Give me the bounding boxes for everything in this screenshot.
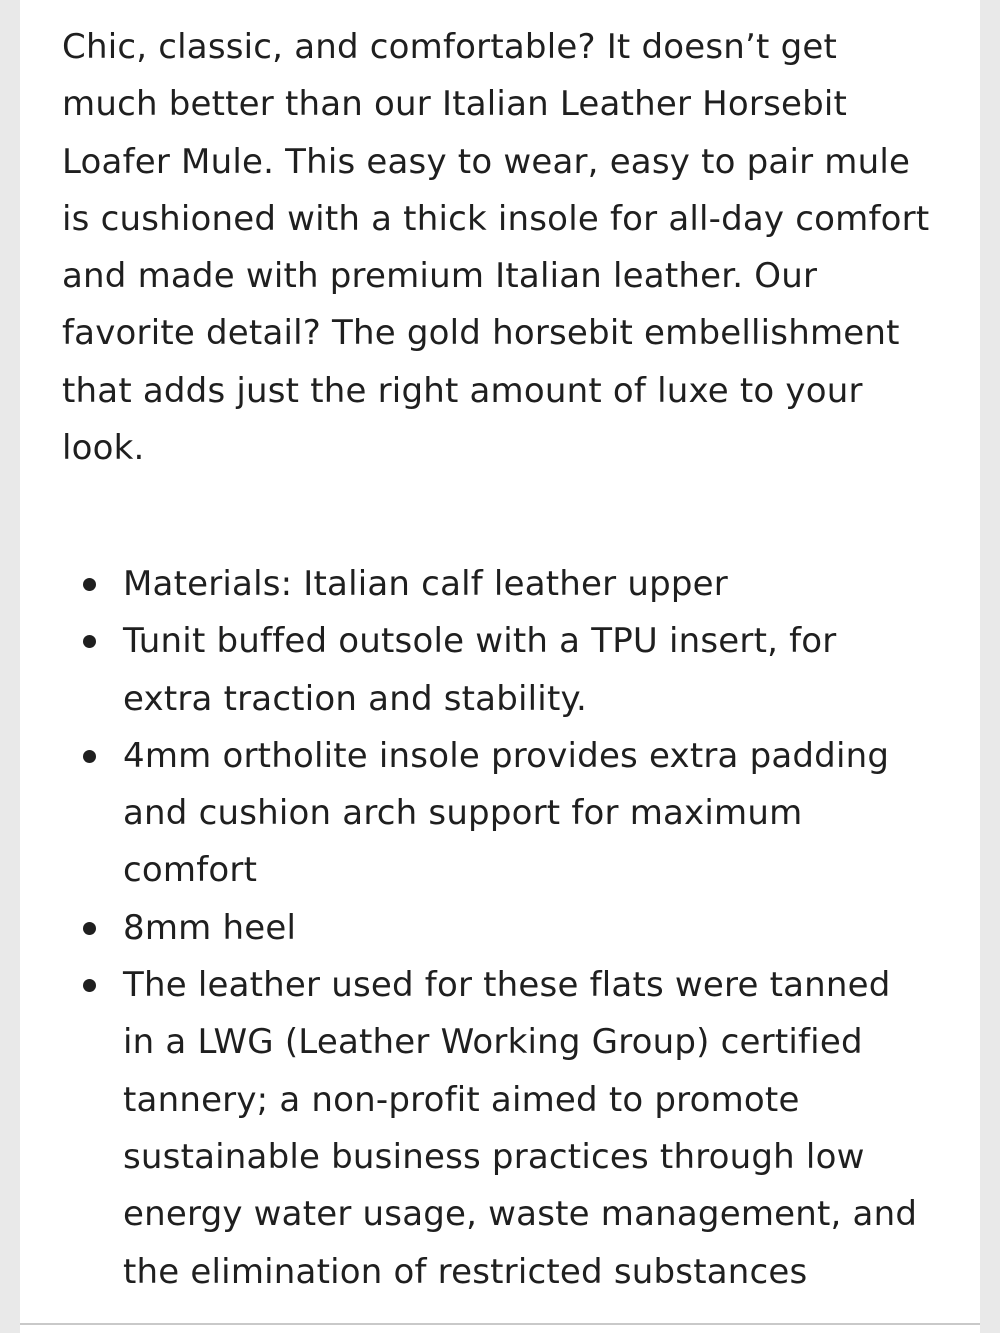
bullet-icon — [83, 979, 96, 992]
feature-list-item — [20, 556, 960, 613]
feature-list-item — [20, 957, 960, 1301]
feature-list — [20, 556, 960, 1301]
feature-text: 4mm ortholite insole provides extra padding and cushion arch support for maximum comfort — [123, 735, 890, 891]
product-description-text: Chic, classic, and comfortable? It doesn’t get much better than our Italian Leather Horsebit Loafer Mule. This easy to wear, easy to pair mule is cushioned with a thick insole for all-day comfort and made with premium Italian leather. Our favorite detail? The gold horsebit embellishment that adds just the right amount of luxe to your look. — [62, 27, 930, 469]
bottom-divider — [20, 1323, 980, 1325]
feature-list-item — [20, 728, 960, 900]
bullet-icon — [83, 578, 96, 591]
feature-text: 8mm heel — [123, 907, 297, 948]
bullet-icon — [83, 750, 96, 763]
bullet-icon — [83, 922, 96, 935]
product-description-page — [20, 0, 980, 1333]
feature-text: The leather used for these flats were tanned in a LWG (Leather Working Group) certified tannery; a non-profit aimed to promote sustainable business practices through low energy water usage, waste management, and the elimination of restricted substances — [123, 965, 918, 1292]
feature-text: Tunit buffed outsole with a TPU insert, for extra traction and stability. — [123, 621, 837, 719]
feature-list-item — [20, 900, 960, 957]
feature-text: Materials: Italian calf leather upper — [123, 564, 728, 604]
feature-list-item — [20, 613, 960, 728]
bullet-icon — [83, 635, 96, 648]
